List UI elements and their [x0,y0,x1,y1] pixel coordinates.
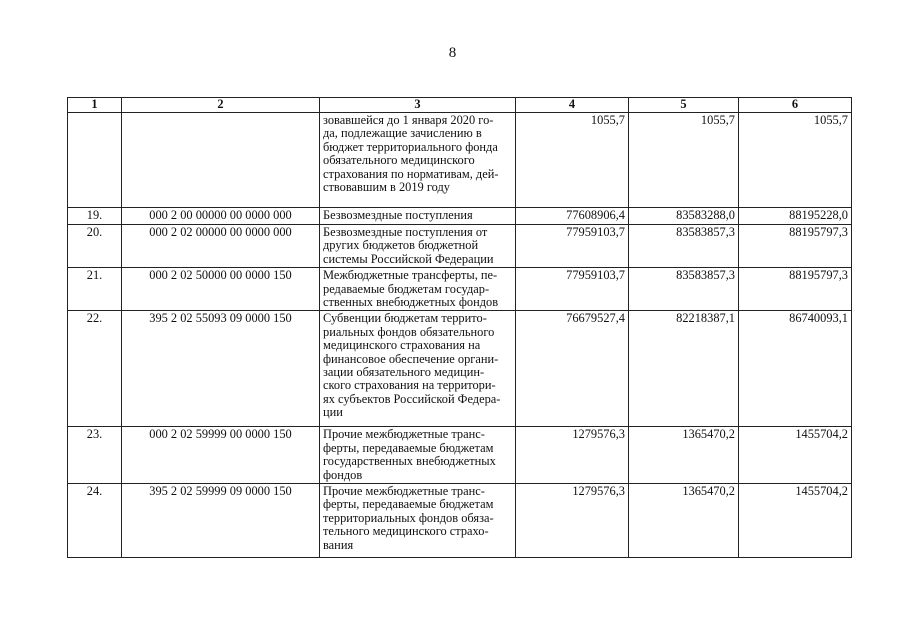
value-col-6: 88195228,0 [739,208,852,225]
column-header: 5 [629,98,739,113]
column-header: 6 [739,98,852,113]
table-row [68,427,852,484]
value-col-5: 1365470,2 [629,427,739,484]
budget-code: 000 2 02 00000 00 0000 000 [122,225,320,268]
value-col-6: 88195797,3 [739,268,852,311]
value-col-5: 83583288,0 [629,208,739,225]
column-header: 4 [516,98,629,113]
row-description: Субвенции бюджетам террито- риальных фондов обязательного медицинского страхования на финансовое обеспечение органи- зации обязательного медицин- ского страхования на территори- ях субъектов Российской Федера- ции [320,311,516,427]
value-col-5: 82218387,1 [629,311,739,427]
value-col-4: 1279576,3 [516,427,629,484]
budget-code: 395 2 02 59999 09 0000 150 [122,484,320,558]
row-description: Безвозмездные поступления [320,208,516,225]
value-col-6: 86740093,1 [739,311,852,427]
table-row [68,484,852,558]
value-col-4: 77959103,7 [516,225,629,268]
column-header: 2 [122,98,320,113]
value-col-5: 1055,7 [629,113,739,208]
row-number: 24. [68,484,122,558]
row-description: Безвозмездные поступления от других бюджетов бюджетной системы Российской Федерации [320,225,516,268]
budget-code: 000 2 00 00000 00 0000 000 [122,208,320,225]
row-number: 22. [68,311,122,427]
value-col-4: 1279576,3 [516,484,629,558]
row-number: 23. [68,427,122,484]
value-col-6: 1055,7 [739,113,852,208]
budget-code: 000 2 02 59999 00 0000 150 [122,427,320,484]
budget-code: 395 2 02 55093 09 0000 150 [122,311,320,427]
row-description: зовавшейся до 1 января 2020 го- да, подлежащие зачислению в бюджет территориального фонда обязательного медицинского страхования по нормативам, дей- ствовавшим в 2019 году [320,113,516,208]
row-number: 21. [68,268,122,311]
table-row [68,311,852,427]
value-col-6: 1455704,2 [739,427,852,484]
column-header: 1 [68,98,122,113]
budget-code: 000 2 02 50000 00 0000 150 [122,268,320,311]
value-col-4: 77959103,7 [516,268,629,311]
table-row [68,113,852,208]
budget-code [122,113,320,208]
value-col-4: 1055,7 [516,113,629,208]
table-row [68,225,852,268]
table-row [68,268,852,311]
column-header: 3 [320,98,516,113]
row-number: 19. [68,208,122,225]
table-row [68,208,852,225]
value-col-4: 77608906,4 [516,208,629,225]
value-col-6: 88195797,3 [739,225,852,268]
table-header-row [68,98,852,113]
value-col-6: 1455704,2 [739,484,852,558]
row-number: 20. [68,225,122,268]
row-description: Прочие межбюджетные транс- ферты, передаваемые бюджетам территориальных фондов обяза- тельного медицинского страхо- вания [320,484,516,558]
page-number: 8 [448,45,457,61]
row-description: Прочие межбюджетные транс- ферты, передаваемые бюджетам государственных внебюджетных фондов [320,427,516,484]
value-col-4: 76679527,4 [516,311,629,427]
row-number [68,113,122,208]
value-col-5: 1365470,2 [629,484,739,558]
row-description: Межбюджетные трансферты, пе- редаваемые бюджетам государ- ственных внебюджетных фондов [320,268,516,311]
value-col-5: 83583857,3 [629,225,739,268]
value-col-5: 83583857,3 [629,268,739,311]
revenue-table [67,97,852,558]
